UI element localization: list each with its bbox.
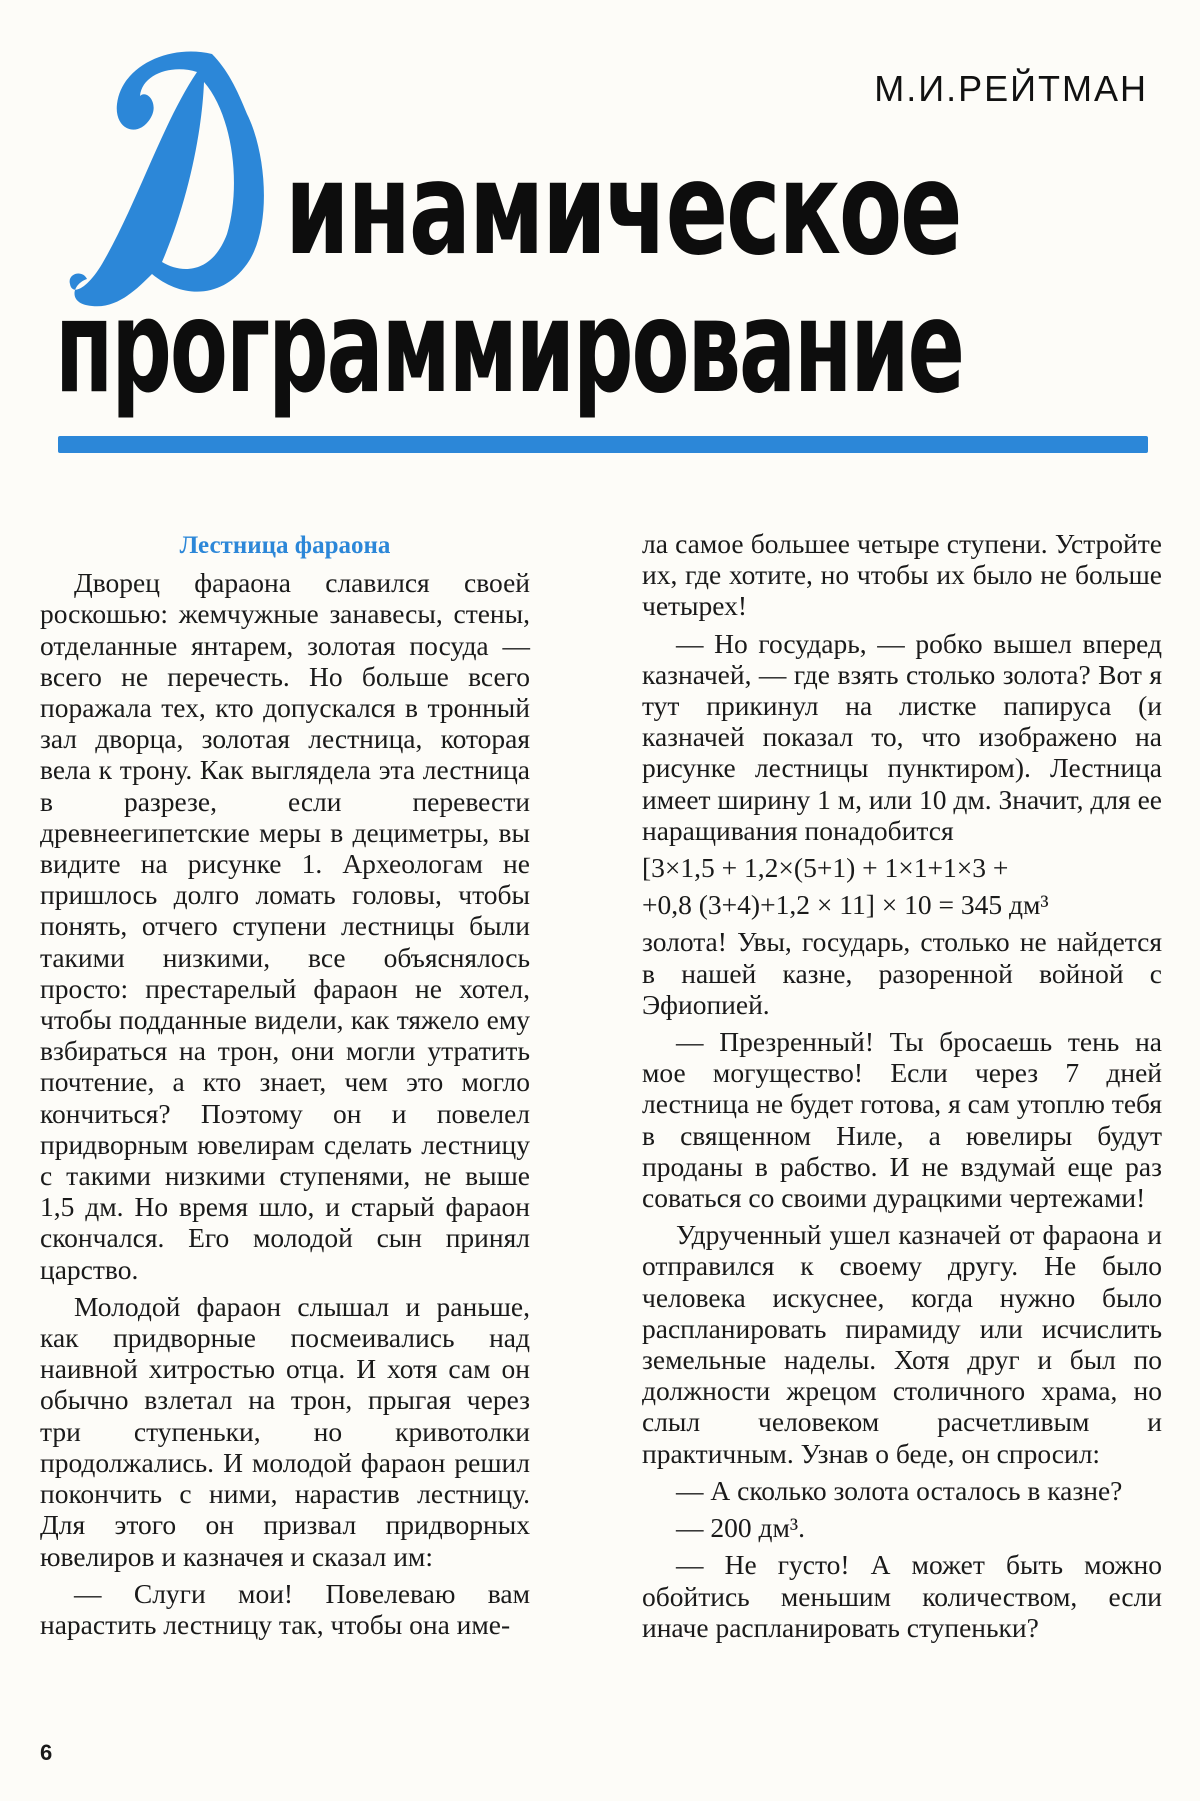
title-line-2: программирование	[55, 273, 963, 422]
svg-text:Д: Д	[62, 34, 63, 35]
paragraph: Дворец фараона славился своей роскошью: жемчужные занавесы, стены, отделанные янтарем, золотая посуда — всего не перечесть. Но больше всего поражала тех, кто допускался в тронный зал дворца, золотая лестница, которая вела к трону. Как выглядела эта лестница в разрезе, если перевести древнеегипетские меры в дециметры, вы видите на рисунке 1. Археологам не пришлось долго ломать головы, чтобы понять, отчего ступени лестницы были такими низкими, все объяснялось просто: престарелый фараон не хотел, чтобы подданные видели, как тяжело ему взбираться на трон, они могли утратить почтение, а кто знает, чем это могло кончиться? Поэтому он и повелел придворным ювелирам сделать лестницу с такими низкими ступенями, не выше 1,5 дм. Но время шло, и старый фараон скончался. Его молодой сын принял царство.	[40, 567, 530, 1285]
section-heading: Лестница фараона	[179, 532, 391, 559]
paragraph: ла самое большее четыре ступени. Устройте их, где хотите, но чтобы их было не больше четырех!	[642, 528, 1162, 622]
paragraph: — Презренный! Ты бросаешь тень на мое могущество! Если через 7 дней лестница не будет готова, я сам утоплю тебя в священном Ниле, а ювелиры будут проданы в рабство. И не вздумай еще раз соваться со своими дурацкими чертежами!	[642, 1026, 1162, 1214]
formula-line: [3×1,5 + 1,2×(5+1) + 1×1+1×3 +	[642, 852, 1009, 884]
author-name: М.И.РЕЙТМАН	[874, 68, 1148, 109]
paragraph: золота! Увы, государь, столько не найдется в нашей казне, разоренной войной с Эфиопией.	[642, 926, 1162, 1020]
paragraph: — А сколько золота осталось в казне?	[676, 1474, 1123, 1506]
right-column	[642, 528, 1162, 1643]
paragraph: — Слуги мои! Повелеваю вам нарастить лестницу так, чтобы она име-	[40, 1577, 530, 1640]
paragraph: Молодой фараон слышал и раньше, как придворные посмеивались над наивной хитростью отца. И хотя сам он обычно взлетал на трон, прыгая через три ступеньки, но кривотолки продолжались. И молодой фараон решил покончить с ними, нарастив лестницу. Для этого он призвал придворных ювелиров и казначея и сказал им:	[40, 1290, 530, 1572]
paragraph: — 200 дм³.	[676, 1512, 806, 1544]
left-column	[40, 530, 530, 1640]
paragraph: — Но государь, — робко вышел вперед казначей, — где взять столько золота? Вот я тут прикинул на листке папируса (и казначей показал то, что изображено на рисунке лестницы пунктиром). Лестница имеет ширину 1 м, или 10 дм. Значит, для ее наращивания понадобится	[642, 627, 1162, 846]
title-underline	[58, 436, 1148, 453]
formula-line: +0,8 (3+4)+1,2 × 11] × 10 = 345 дм³	[642, 889, 1049, 921]
page-number: 6	[40, 1740, 53, 1765]
paragraph: — Не густо! А может быть можно обойтись меньшим количеством, если иначе распланировать ступеньки?	[642, 1549, 1162, 1643]
title-line-1: инамическое	[285, 135, 961, 284]
paragraph: Удрученный ушел казначей от фараона и отправился к своему другу. Не было человека искуснее, когда нужно было распланировать пирамиду или исчислить земельные наделы. Хотя друг и был по должности жрецом столичного храма, но слыл человеком расчетливым и практичным. Узнав о беде, он спросил:	[642, 1219, 1162, 1469]
